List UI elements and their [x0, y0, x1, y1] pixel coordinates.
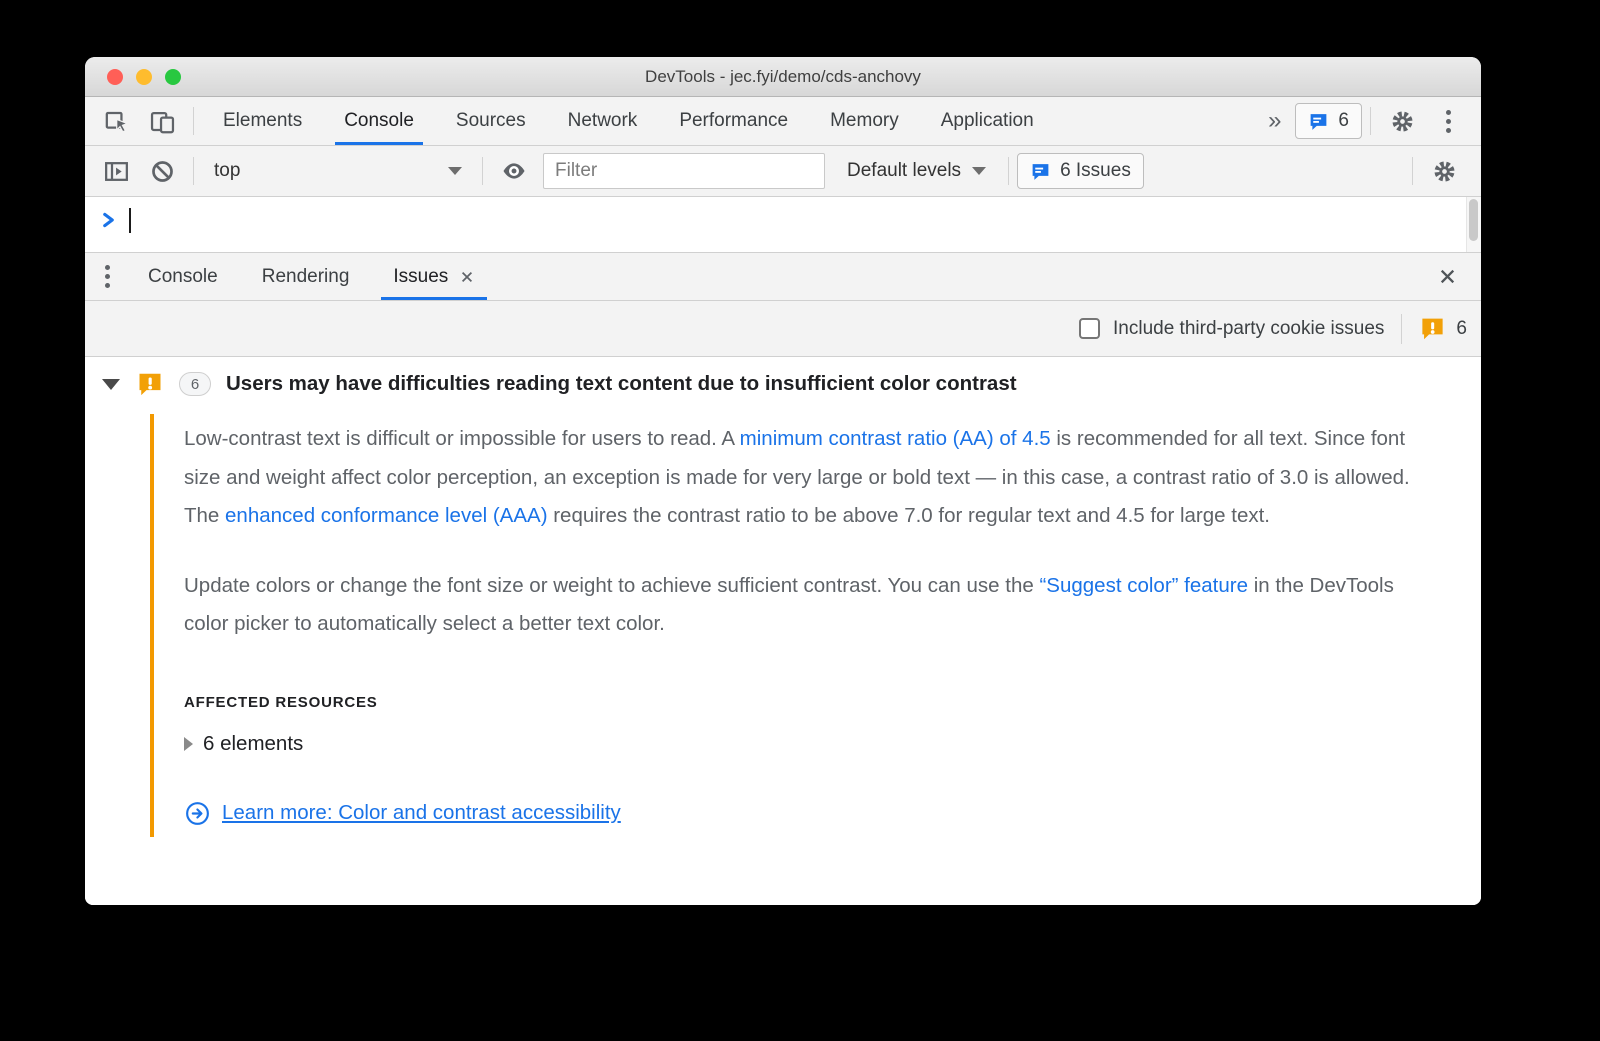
devtools-window — [85, 57, 1481, 905]
suggest-color-link[interactable]: “Suggest color” feature — [1039, 573, 1248, 597]
issue-description-paragraph-2 — [184, 567, 1422, 644]
device-toolbar-button[interactable] — [144, 103, 180, 139]
close-drawer-button[interactable] — [1429, 259, 1465, 295]
contrast-ratio-link[interactable]: minimum contrast ratio (AA) of 4.5 — [739, 427, 1051, 450]
eye-icon — [500, 157, 528, 185]
live-expression-button[interactable] — [496, 153, 532, 189]
close-window-button[interactable] — [107, 69, 123, 85]
issue-description-paragraph-1 — [184, 420, 1422, 536]
console-message-count: 6 — [1338, 110, 1349, 131]
drawer-tab-rendering[interactable]: Rendering — [261, 265, 350, 287]
tab-memory[interactable]: Memory — [830, 110, 899, 131]
console-toolbar-right — [1404, 153, 1467, 189]
issues-total-count: 6 — [1456, 317, 1467, 339]
titlebar — [85, 57, 1481, 97]
toolbar-divider — [1401, 314, 1402, 344]
toolbar-divider — [1370, 107, 1371, 135]
toolbar-divider — [193, 157, 194, 185]
tab-application[interactable]: Application — [940, 110, 1034, 131]
block-icon — [149, 158, 176, 185]
third-party-cookie-checkbox[interactable] — [1079, 318, 1100, 339]
description-text: requires the contrast ratio to be above 7.0 for regular text and 4.5 for large text. — [547, 504, 1270, 527]
chevron-down-icon — [972, 167, 986, 175]
prompt-chevron-icon — [101, 211, 116, 229]
affected-elements-label: 6 elements — [203, 731, 304, 755]
console-toolbar — [85, 146, 1481, 197]
toolbar-divider — [482, 157, 483, 185]
checkbox-label[interactable]: Include third-party cookie issues — [1113, 317, 1385, 339]
learn-more-link[interactable]: Learn more: Color and contrast accessibility — [222, 801, 621, 824]
issues-panel — [85, 357, 1481, 905]
more-tabs-chevron[interactable]: » — [1268, 107, 1282, 134]
drawer-tab-issues[interactable] — [371, 253, 497, 300]
inspect-cursor-icon — [103, 108, 130, 135]
minimize-window-button[interactable] — [136, 69, 152, 85]
affected-elements-expander[interactable] — [184, 732, 1481, 756]
main-toolbar — [85, 97, 1481, 146]
warning-bubble-icon — [1419, 315, 1446, 342]
sidebar-panel-icon — [103, 158, 130, 185]
issues-counter-button[interactable] — [1017, 153, 1144, 189]
drawer-menu-button[interactable] — [105, 265, 110, 288]
levels-label: Default levels — [847, 160, 962, 181]
text-cursor — [129, 208, 131, 233]
console-messages-button[interactable] — [1295, 103, 1362, 139]
console-settings-button[interactable] — [1426, 153, 1462, 189]
drawer-tabbar — [85, 253, 1481, 301]
scrollbar-thumb[interactable] — [1469, 199, 1478, 241]
issue-header[interactable] — [102, 370, 1481, 398]
issues-toolbar — [85, 301, 1481, 357]
more-vert-icon — [1446, 110, 1451, 133]
description-text: is recommended for all text. Since font size and weight affect color perception, an exception is made for very large or bold text — in this case, a contrast ratio of 3.0 is allowed. The — [184, 427, 1410, 527]
window-title: DevTools - jec.fyi/demo/cds-anchovy — [645, 66, 921, 86]
traffic-lights — [107, 69, 181, 85]
gear-icon — [1431, 158, 1458, 185]
tab-elements[interactable]: Elements — [223, 110, 303, 131]
settings-button[interactable] — [1384, 103, 1420, 139]
gear-icon — [1389, 108, 1416, 135]
drawer-tab-console[interactable]: Console — [148, 265, 218, 287]
tab-close-icon[interactable] — [459, 269, 475, 285]
learn-more-row — [184, 800, 1481, 827]
console-prompt[interactable] — [85, 197, 1481, 253]
main-toolbar-right — [1254, 103, 1471, 139]
filter-input[interactable] — [543, 153, 825, 189]
context-label: top — [214, 160, 241, 181]
zoom-window-button[interactable] — [165, 69, 181, 85]
console-sidebar-toggle-button[interactable] — [98, 153, 134, 189]
toolbar-divider — [1412, 157, 1413, 185]
tab-sources[interactable]: Sources — [455, 110, 526, 131]
affected-resources-heading: AFFECTED RESOURCES — [184, 693, 378, 711]
tab-console[interactable]: Console — [323, 97, 435, 145]
issue-count-badge: 6 — [179, 372, 211, 396]
device-toolbar-icon — [149, 108, 176, 135]
aaa-conformance-link[interactable]: enhanced conformance level (AAA) — [225, 504, 548, 527]
javascript-context-selector[interactable] — [202, 146, 474, 196]
circled-arrow-icon — [184, 800, 211, 827]
main-menu-button[interactable] — [1430, 103, 1466, 139]
description-text: in the DevTools color picker to automatically select a better text color. — [184, 573, 1394, 635]
log-levels-selector[interactable] — [833, 146, 1000, 196]
issue-body — [150, 414, 1481, 837]
description-text: Low-contrast text is difficult or impossible for users to read. A — [184, 427, 740, 450]
chevron-down-icon — [448, 167, 462, 175]
tab-performance[interactable]: Performance — [679, 110, 789, 131]
issue-title: Users may have difficulties reading text content due to insufficient color contrast — [226, 372, 1017, 395]
console-scrollbar[interactable] — [1466, 197, 1481, 252]
message-bubble-icon — [1030, 161, 1051, 182]
expand-triangle-icon — [184, 737, 193, 751]
tab-network[interactable]: Network — [567, 110, 638, 131]
warning-bubble-icon — [136, 370, 164, 398]
inspect-element-button[interactable] — [98, 103, 134, 139]
drawer-tab-label: Issues — [393, 265, 449, 287]
message-bubble-icon — [1308, 111, 1329, 132]
toolbar-divider — [1008, 157, 1009, 185]
toolbar-divider — [193, 107, 194, 135]
clear-console-button[interactable] — [144, 153, 180, 189]
issues-button-label: 6 Issues — [1060, 160, 1131, 181]
collapse-triangle-icon[interactable] — [102, 379, 120, 390]
close-icon — [1437, 266, 1458, 287]
description-text: Update colors or change the font size or weight to achieve sufficient contrast. You can use the — [184, 573, 1040, 597]
